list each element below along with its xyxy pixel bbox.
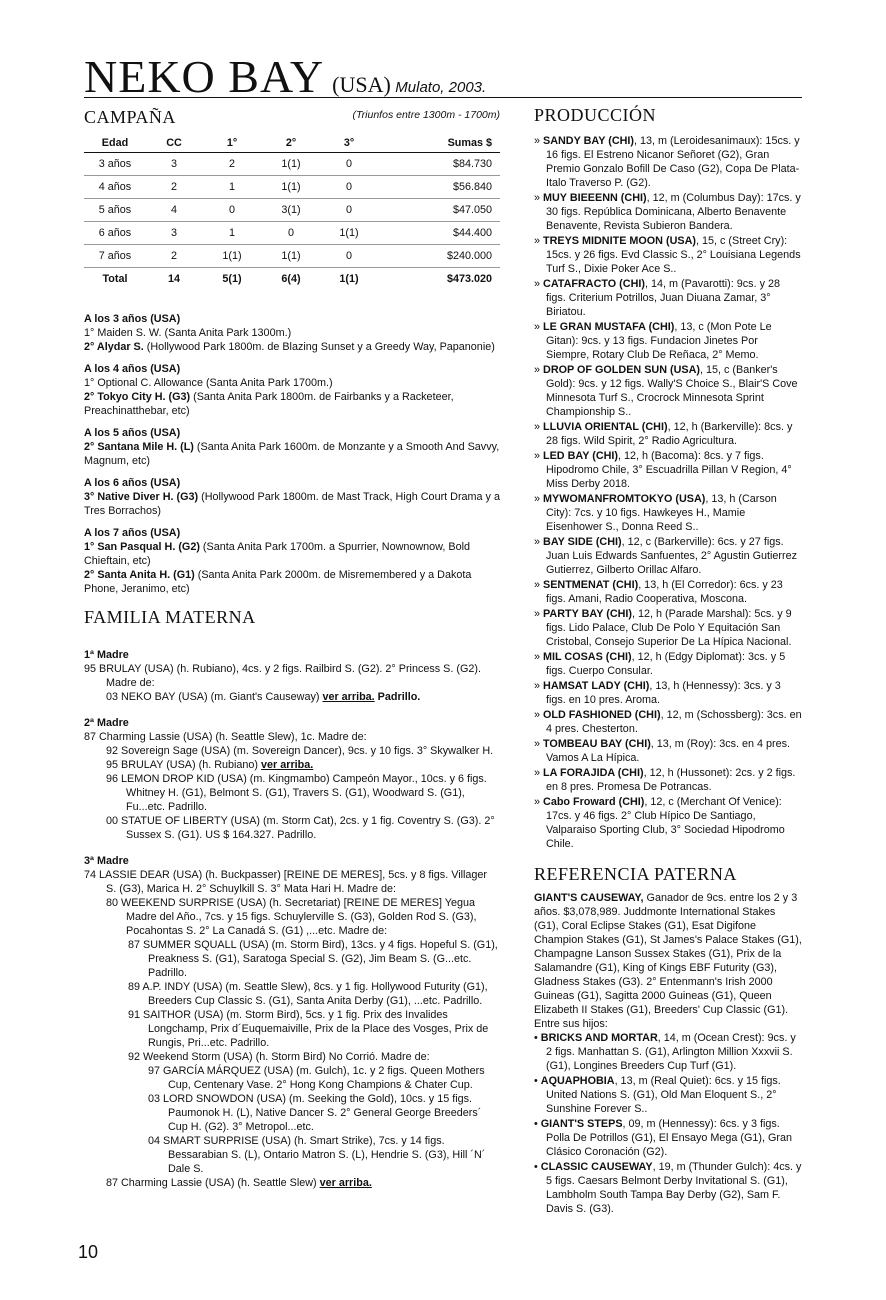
line-text: (Santa Anita Park 1700m. a Spurrier, Nownownow, Bold Chieftain, etc) — [84, 541, 470, 567]
ver-arriba-link[interactable]: ver arriba. — [322, 691, 375, 703]
produccion-horse-name: MYWOMANFROMTOKYO (USA) — [543, 493, 706, 505]
produccion-horse-text: , 13, c (Mon Pote Le Gitan): 9cs. y 13 figs. Fundacion Jinetes Por Siempre, Rotary Club De Reñaca, 2° Memo. — [546, 321, 772, 361]
year-line — [84, 326, 500, 340]
child-text: , 13, m (Real Quiet): 6cs. y 15 figs. United Nations S. (G1), Old Man Eloquent S., 2° Sunshine Forever S.. — [546, 1075, 781, 1115]
cell: 2 — [146, 176, 202, 199]
ver-arriba-link[interactable]: ver arriba. — [261, 759, 314, 771]
produccion-horse-text: , 12, h (Edgy Diplomat): 3cs. y 5 figs. Cuerpo Consular. — [546, 651, 786, 677]
line-text: 1° Optional C. Allowance (Santa Anita Park 1700m.) — [84, 377, 333, 389]
produccion-horse-name: TREYS MIDNITE MOON (USA) — [543, 235, 696, 247]
cell: 1 — [202, 176, 262, 199]
child-name: AQUAPHOBIA — [540, 1075, 615, 1087]
pedigree-entry: 97 GARCÍA MÁRQUEZ (USA) (m. Gulch), 1c. y 2 figs. Queen Mothers Cup, Centenary Vase. 2° Hong Kong Champions & Chater Cup. — [148, 1065, 485, 1091]
line-text: (Santa Anita Park 2000m. de Misremembered y a Dakota Phone, Jeranimo, etc) — [84, 569, 472, 595]
produccion-horse-text: , 12, h (Bacoma): 8cs. y 7 figs. Hipodromo Chile, 3° Escuadrilla Pillan V Region, 4° Miss Derby 2018. — [546, 450, 792, 490]
col-second: 2° — [262, 134, 320, 153]
cell: 4 años — [84, 176, 146, 199]
cell: 0 — [202, 199, 262, 222]
cell: $44.400 — [378, 222, 500, 245]
campana-note: (Triunfos entre 1300m - 1700m) — [352, 109, 500, 121]
year-block — [84, 476, 500, 518]
cell: 3 — [146, 222, 202, 245]
cell: 1(1) — [320, 222, 378, 245]
sire-child-item: • GIANT'S STEPS, 09, m (Hennessy): 6cs. y 3 figs. Polla De Potrillos (G1), El Ensayo Mega (G1), Gran Clásico Coronación (G2). — [534, 1118, 793, 1158]
cell: 14 — [146, 268, 202, 291]
year-title: A los 5 años (USA) — [84, 427, 181, 439]
produccion-item: » CATAFRACTO (CHI), 14, m (Pavarotti): 9cs. y 28 figs. Criterium Potrillos, Juan Diuana Zamar, 3° Biriatou. — [534, 278, 780, 318]
cell: 0 — [320, 153, 378, 176]
line-bold: 2° Tokyo City H. (G3) — [84, 391, 191, 403]
cell: $473.020 — [378, 268, 500, 291]
table-header-row — [84, 134, 500, 153]
cell: 4 — [146, 199, 202, 222]
line-bold: 3° Native Diver H. (G3) — [84, 491, 199, 503]
child-name: BRICKS AND MORTAR — [540, 1032, 658, 1044]
produccion-horse-name: MIL COSAS (CHI) — [543, 651, 632, 663]
year-line — [84, 568, 500, 596]
horse-subtitle: Mulato, 2003. — [395, 79, 487, 96]
col-sumas: Sumas $ — [378, 134, 500, 153]
produccion-horse-name: TOMBEAU BAY (CHI) — [543, 738, 651, 750]
children-list — [534, 1031, 802, 1216]
pedigree-entry — [84, 758, 500, 772]
madre-2-title: 2ª Madre — [84, 717, 129, 729]
year-title: A los 4 años (USA) — [84, 363, 181, 375]
line-bold: 2° Alydar S. — [84, 341, 144, 353]
year-line — [84, 340, 500, 354]
horse-country: (USA) — [332, 72, 391, 97]
produccion-horse-text: , 12, h (Parade Marshal): 5cs. y 9 figs. Lido Palace, Club De Polo Y Equitación San Cristobal, Consejo Superior De La Hípica Nacional. — [546, 608, 792, 648]
produccion-horse-name: LED BAY (CHI) — [543, 450, 619, 462]
produccion-item: » LLUVIA ORIENTAL (CHI), 12, h (Barkerville): 8cs. y 28 figs. Wild Spirit, 2° Radio Agricultura. — [534, 421, 793, 447]
year-line — [84, 540, 500, 568]
child-name: CLASSIC CAUSEWAY — [540, 1161, 653, 1173]
left-column — [84, 104, 500, 1190]
col-cc: CC — [146, 134, 202, 153]
table-row — [84, 245, 500, 268]
page-number: 10 — [78, 1242, 99, 1262]
year-block — [84, 312, 500, 354]
produccion-horse-name: HAMSAT LADY (CHI) — [543, 680, 650, 692]
produccion-horse-text: , 13, h (Carson City): 7cs. y 10 figs. Hawkeyes H., Mamie Eisenhower S., Donna Reed S.. — [546, 493, 777, 533]
sire-text: Ganador de 9cs. entre los 2 y 3 años. $3,078,989. Juddmonte International Stakes (G1), Coral Eclipse Stakes (G1), Esat Digifone Champion Stakes (G1), St James's Palace Stakes (G1), Champagne Lanson Sussex Stakes (G1), Prix de la Salamandre (G1), King of Kings EBF Futurity (G3), Gladness Stakes (G3). 2° Entenmann's Irish 2000 Guineas (G1), Sagitta 2000 Guineas (G1), Queen Elizabeth II Stakes (G1), Breeders' Cup Classic (G1). Entre sus hijos: — [534, 892, 802, 1030]
pedigree-entry — [84, 1176, 500, 1190]
cell: 1 — [202, 222, 262, 245]
produccion-item: » LED BAY (CHI), 12, h (Bacoma): 8cs. y 7 figs. Hipodromo Chile, 3° Escuadrilla Pillan V Region, 4° Miss Derby 2018. — [534, 450, 792, 490]
header-rule — [84, 97, 802, 98]
cell: 6 años — [84, 222, 146, 245]
pedigree-entry: 96 LEMON DROP KID (USA) (m. Kingmambo) Campeón Mayor., 10cs. y 6 figs. Whitney H. (G1), Belmont S. (G1), Travers S. (G1), Woodward S. (G1), Fu...etc. Padrillo. — [106, 773, 487, 813]
year-title: A los 6 años (USA) — [84, 477, 181, 489]
col-third: 3° — [320, 134, 378, 153]
line-text: 1° Maiden S. W. (Santa Anita Park 1300m.) — [84, 327, 292, 339]
produccion-item: » Cabo Froward (CHI), 12, c (Merchant Of Venice): 17cs. y 46 figs. 2° Club Hípico De Santiago, Valparaiso Sporting Club, 3° Sociedad Hipodromo Chile. — [534, 796, 785, 850]
child-text: , 14, m (Ocean Crest): 9cs. y 2 figs. Manhattan S. (G1), Arlington Million Xxxvii S. (G1), Longines Breeders Cup Turf (G1). — [546, 1032, 796, 1072]
madre-3-title: 3ª Madre — [84, 855, 129, 867]
col-edad: Edad — [84, 134, 146, 153]
produccion-horse-name: CATAFRACTO (CHI) — [543, 278, 645, 290]
year-line — [84, 490, 500, 518]
familia-section — [84, 634, 500, 1190]
cell: 1(1) — [262, 176, 320, 199]
produccion-item: » LA FORAJIDA (CHI), 12, h (Hussonet): 2cs. y 2 figs. en 8 pres. Promesa De Potrancas. — [534, 767, 796, 793]
produccion-horse-text: , 15, c (Banker's Gold): 9cs. y 12 figs. Wally'S Choice S., Blair'S Cove Minnesota Turf S., Crocrock Minnesota Sprint Championship S.. — [546, 364, 798, 418]
produccion-horse-name: SANDY BAY (CHI) — [543, 135, 635, 147]
pedigree-entry: 95 BRULAY (USA) (h. Rubiano), 4cs. y 2 figs. Railbird S. (G2). 2° Princess S. (G2). Madre de: — [84, 663, 481, 689]
cell: Total — [84, 268, 146, 291]
pedigree-entry: 89 A.P. INDY (USA) (m. Seattle Slew), 8cs. y 1 fig. Hollywood Futurity (G1), Breeders Cup Classic S. (G1), Santa Anita Derby (G1), ...etc. Padrillo. — [128, 981, 488, 1007]
cell: 0 — [320, 199, 378, 222]
produccion-list — [534, 134, 802, 851]
cell: 1(1) — [262, 245, 320, 268]
campana-table — [84, 134, 500, 290]
line-text: (Santa Anita Park 1600m. de Monzante y a Smooth And Savvy, Magnum, etc) — [84, 441, 500, 467]
cell: 7 años — [84, 245, 146, 268]
entry-text: 87 Charming Lassie (USA) (h. Seattle Slew) — [106, 1177, 320, 1189]
pedigree-entry: 87 Charming Lassie (USA) (h. Seattle Slew), 1c. Madre de: — [84, 731, 367, 743]
sire-child-item: • BRICKS AND MORTAR, 14, m (Ocean Crest): 9cs. y 2 figs. Manhattan S. (G1), Arlington Million Xxxvii S. (G1), Longines Breeders Cup Turf (G1). — [534, 1032, 796, 1072]
pedigree-entry: 92 Sovereign Sage (USA) (m. Sovereign Dancer), 9cs. y 10 figs. 3° Skywalker H. — [106, 745, 494, 757]
produccion-horse-name: LA FORAJIDA (CHI) — [543, 767, 644, 779]
cell: 5(1) — [202, 268, 262, 291]
produccion-horse-text: , 12, m (Schossberg): 3cs. en 4 pres. Chesterton. — [546, 709, 802, 735]
line-text: (Hollywood Park 1800m. de Mast Track, High Court Drama y a Tres Borrachos) — [84, 491, 500, 517]
cell: 3(1) — [262, 199, 320, 222]
table-row — [84, 199, 500, 222]
horse-name: NEKO BAY — [84, 51, 325, 102]
table-row — [84, 153, 500, 176]
entry-text: 95 BRULAY (USA) (h. Rubiano) — [106, 759, 262, 771]
table-row — [84, 176, 500, 199]
produccion-horse-name: LE GRAN MUSTAFA (CHI) — [543, 321, 675, 333]
child-name: GIANT'S STEPS — [540, 1118, 623, 1130]
produccion-item: » SENTMENAT (CHI), 13, h (El Corredor): 6cs. y 23 figs. Amani, Radio Cooperativa, Moscona. — [534, 579, 783, 605]
child-text: , 19, m (Thunder Gulch): 4cs. y 5 figs. Caesars Belmont Derby Invitational S. (G1), Lambholm South Tampa Bay Derby (G2), Sam F. Davis S. (G3). — [546, 1161, 802, 1215]
produccion-horse-text: , 13, h (El Corredor): 6cs. y 23 figs. Amani, Radio Cooperativa, Moscona. — [546, 579, 783, 605]
year-block — [84, 526, 500, 596]
produccion-horse-name: SENTMENAT (CHI) — [543, 579, 639, 591]
produccion-item: » DROP OF GOLDEN SUN (USA), 15, c (Banker's Gold): 9cs. y 12 figs. Wally'S Choice S., Blair'S Cove Minnesota Turf S., Crocrock Minnesota Sprint Championship S.. — [534, 364, 798, 418]
produccion-horse-name: DROP OF GOLDEN SUN (USA) — [543, 364, 700, 376]
produccion-horse-text: , 13, h (Hennessy): 3cs. y 3 figs. en 10 pres. Aroma. — [546, 680, 781, 706]
referencia-title: REFERENCIA PATERNA — [534, 864, 737, 884]
madre-1-title: 1ª Madre — [84, 649, 129, 661]
produccion-item: » LE GRAN MUSTAFA (CHI), 13, c (Mon Pote Le Gitan): 9cs. y 13 figs. Fundacion Jinetes Por Siempre, Rotary Club De Reñaca, 2° Memo. — [534, 321, 772, 361]
page-header — [84, 50, 486, 103]
produccion-item: » SANDY BAY (CHI), 13, m (Leroidesanimaux): 15cs. y 16 figs. El Estreno Nicanor Señoret (G2), Gran Premio Gonzalo Bofill De Caso (G2), Copa De Plata-Italo Traverso P. (G2). — [534, 135, 800, 189]
pedigree-entry: 03 LORD SNOWDON (USA) (m. Seeking the Gold), 10cs. y 15 figs. Paumonok H. (L), Native Dancer S. 2° General George Breeders´ Cup H. (G2). 3° Metropol...etc. — [148, 1093, 482, 1133]
year-line — [84, 390, 500, 418]
produccion-horse-text: , 12, m (Columbus Day): 17cs. y 30 figs. República Dominicana, Alberto Benavente Benavente, Revista Subieron Bandera. — [546, 192, 801, 232]
produccion-horse-text: , 12, h (Hussonet): 2cs. y 2 figs. en 8 pres. Promesa De Potrancas. — [546, 767, 796, 793]
line-bold: 2° Santa Anita H. (G1) — [84, 569, 195, 581]
produccion-horse-text: , 12, h (Barkerville): 8cs. y 28 figs. Wild Spirit, 2° Radio Agricultura. — [546, 421, 793, 447]
produccion-horse-text: , 13, m (Roy): 3cs. en 4 pres. Vamos A La Hípica. — [546, 738, 791, 764]
table-row — [84, 222, 500, 245]
produccion-horse-text: , 14, m (Pavarotti): 9cs. y 28 figs. Criterium Potrillos, Juan Diuana Zamar, 3° Biriatou. — [546, 278, 780, 318]
year-block — [84, 362, 500, 418]
cell: 3 — [146, 153, 202, 176]
produccion-horse-name: BAY SIDE (CHI) — [543, 536, 622, 548]
pedigree-entry: 74 LASSIE DEAR (USA) (h. Buckpasser) [REINE DE MERES], 5cs. y 8 figs. Villager S. (G3), Marica H. 2° Schuylkill S. 3° Mata Hari H. Madre de: — [84, 869, 488, 895]
child-text: , 09, m (Hennessy): 6cs. y 3 figs. Polla De Potrillos (G1), El Ensayo Mega (G1), Gran Clásico Coronación (G2). — [546, 1118, 793, 1158]
pedigree-entry — [84, 690, 500, 704]
right-column — [534, 104, 802, 1217]
campana-title: CAMPAÑA — [84, 107, 176, 127]
produccion-item: » MYWOMANFROMTOKYO (USA), 13, h (Carson City): 7cs. y 10 figs. Hawkeyes H., Mamie Eisenhower S., Donna Reed S.. — [534, 493, 777, 533]
cell: $240.000 — [378, 245, 500, 268]
line-text: (Hollywood Park 1800m. de Blazing Sunset y a Greedy Way, Papanonie) — [143, 341, 495, 353]
cell: $84.730 — [378, 153, 500, 176]
produccion-item: » PARTY BAY (CHI), 12, h (Parade Marshal): 5cs. y 9 figs. Lido Palace, Club De Polo Y Equitación San Cristobal, Consejo Superior De La Hípica Nacional. — [534, 608, 792, 648]
entry-suffix: Padrillo. — [374, 691, 421, 703]
sire-name: GIANT'S CAUSEWAY, — [534, 892, 644, 904]
cell: 1(1) — [202, 245, 262, 268]
cell: 0 — [320, 176, 378, 199]
pedigree-entry: 91 SAITHOR (USA) (m. Storm Bird), 5cs. y 1 fig. Prix des Invalides Longchamp, Prix d´Euquemaiville, Prix de la Place des Vosges, Prix de Rungis, Pri...etc. Padrillo. — [128, 1009, 489, 1049]
pedigree-entry: 92 Weekend Storm (USA) (h. Storm Bird) No Corrió. Madre de: — [128, 1051, 430, 1063]
produccion-horse-name: MUY BIEEENN (CHI) — [543, 192, 647, 204]
cell: $47.050 — [378, 199, 500, 222]
line-text: (Santa Anita Park 1800m. de Fairbanks y a Racketeer, Preachinatthebar, etc) — [84, 391, 454, 417]
cell: 2 — [146, 245, 202, 268]
produccion-horse-name: OLD FASHIONED (CHI) — [543, 709, 661, 721]
pedigree-entry: 87 SUMMER SQUALL (USA) (m. Storm Bird), 13cs. y 4 figs. Hopeful S. (G1), Preakness S. (G1), Saratoga Special S. (G2), Jim Beam S. (G...etc. Padrillo. — [128, 939, 498, 979]
sire-child-item: • AQUAPHOBIA, 13, m (Real Quiet): 6cs. y 15 figs. United Nations S. (G1), Old Man Eloquent S., 2° Sunshine Forever S.. — [534, 1075, 781, 1115]
cell: 5 años — [84, 199, 146, 222]
cell: 0 — [262, 222, 320, 245]
year-title: A los 3 años (USA) — [84, 313, 181, 325]
cell: 1(1) — [262, 153, 320, 176]
year-title: A los 7 años (USA) — [84, 527, 181, 539]
produccion-horse-text: , 15, c (Street Cry): 15cs. y 26 figs. Evd Classic S., 2° Louisiana Legends Turf S., Dixie Poker Ace S.. — [546, 235, 801, 275]
produccion-horse-name: PARTY BAY (CHI) — [543, 608, 633, 620]
ver-arriba-link[interactable]: ver arriba. — [319, 1177, 372, 1189]
familia-title: FAMILIA MATERNA — [84, 607, 256, 627]
produccion-item: » MUY BIEEENN (CHI), 12, m (Columbus Day): 17cs. y 30 figs. República Dominicana, Alberto Benavente Benavente, Revista Subieron Bandera. — [534, 192, 801, 232]
col-first: 1° — [202, 134, 262, 153]
year-block — [84, 426, 500, 468]
line-bold: 1° San Pasqual H. (G2) — [84, 541, 200, 553]
cell: 2 — [202, 153, 262, 176]
produccion-horse-name: Cabo Froward (CHI) — [543, 796, 645, 808]
pedigree-entry: 00 STATUE OF LIBERTY (USA) (m. Storm Cat), 2cs. y 1 fig. Coventry S. (G3). 2° Sussex S. (G1). US $ 164.327. Padrillo. — [106, 815, 495, 841]
line-bold: 2° Santana Mile H. (L) — [84, 441, 194, 453]
year-line — [84, 440, 500, 468]
cell: $56.840 — [378, 176, 500, 199]
cell: 3 años — [84, 153, 146, 176]
produccion-horse-text: , 12, c (Barkerville): 6cs. y 27 figs. Juan Luis Edwards Sanfuentes, 2° Agustin Gutierrez Gutierrez, Gilberto Orillac Alfaro. — [546, 536, 797, 576]
cell: 0 — [320, 245, 378, 268]
table-total-row — [84, 268, 500, 291]
produccion-item: » HAMSAT LADY (CHI), 13, h (Hennessy): 3cs. y 3 figs. en 10 pres. Aroma. — [534, 680, 781, 706]
entry-text: 03 NEKO BAY (USA) (m. Giant's Causeway) — [106, 691, 323, 703]
sire-child-item: • CLASSIC CAUSEWAY, 19, m (Thunder Gulch): 4cs. y 5 figs. Caesars Belmont Derby Invitational S. (G1), Lambholm South Tampa Bay Derby (G2), Sam F. Davis S. (G3). — [534, 1161, 802, 1215]
year-line — [84, 376, 500, 390]
cell: 6(4) — [262, 268, 320, 291]
produccion-item: » TREYS MIDNITE MOON (USA), 15, c (Street Cry): 15cs. y 26 figs. Evd Classic S., 2° Louisiana Legends Turf S., Dixie Poker Ace S.. — [534, 235, 801, 275]
produccion-horse-text: , 12, c (Merchant Of Venice): 17cs. y 46 figs. 2° Club Hípico De Santiago, Valparaiso Sporting Club, 3° Sociedad Hipodromo Chile. — [546, 796, 785, 850]
produccion-horse-text: , 13, m (Leroidesanimaux): 15cs. y 16 figs. El Estreno Nicanor Señoret (G2), Gran Premio Gonzalo Bofill De Caso (G2), Copa De Plata-Italo Traverso P. (G2). — [546, 135, 800, 189]
pedigree-entry: 80 WEEKEND SURPRISE (USA) (h. Secretariat) [REINE DE MERES] Yegua Madre del Año., 7cs. y 15 figs. Schuylerville S. (G3), Golden Rod S. (G3), Pocahontas S. 2° La Canadá S. (G1) ,...etc. Madre de: — [106, 897, 477, 937]
produccion-title: PRODUCCIÓN — [534, 105, 657, 125]
produccion-horse-name: LLUVIA ORIENTAL (CHI) — [543, 421, 668, 433]
referencia-lead — [534, 891, 802, 1031]
cell: 1(1) — [320, 268, 378, 291]
produccion-item: » MIL COSAS (CHI), 12, h (Edgy Diplomat): 3cs. y 5 figs. Cuerpo Consular. — [534, 651, 786, 677]
produccion-item: » OLD FASHIONED (CHI), 12, m (Schossberg): 3cs. en 4 pres. Chesterton. — [534, 709, 802, 735]
produccion-item: » TOMBEAU BAY (CHI), 13, m (Roy): 3cs. en 4 pres. Vamos A La Hípica. — [534, 738, 791, 764]
pedigree-entry: 04 SMART SURPRISE (USA) (h. Smart Strike), 7cs. y 14 figs. Bessarabian S. (L), Ontario Matron S. (L), Hendrie S. (G3), Hill ´N´ Dale S. — [148, 1135, 486, 1175]
produccion-item: » BAY SIDE (CHI), 12, c (Barkerville): 6cs. y 27 figs. Juan Luis Edwards Sanfuentes, 2° Agustin Gutierrez Gutierrez, Gilberto Orillac Alfaro. — [534, 536, 797, 576]
